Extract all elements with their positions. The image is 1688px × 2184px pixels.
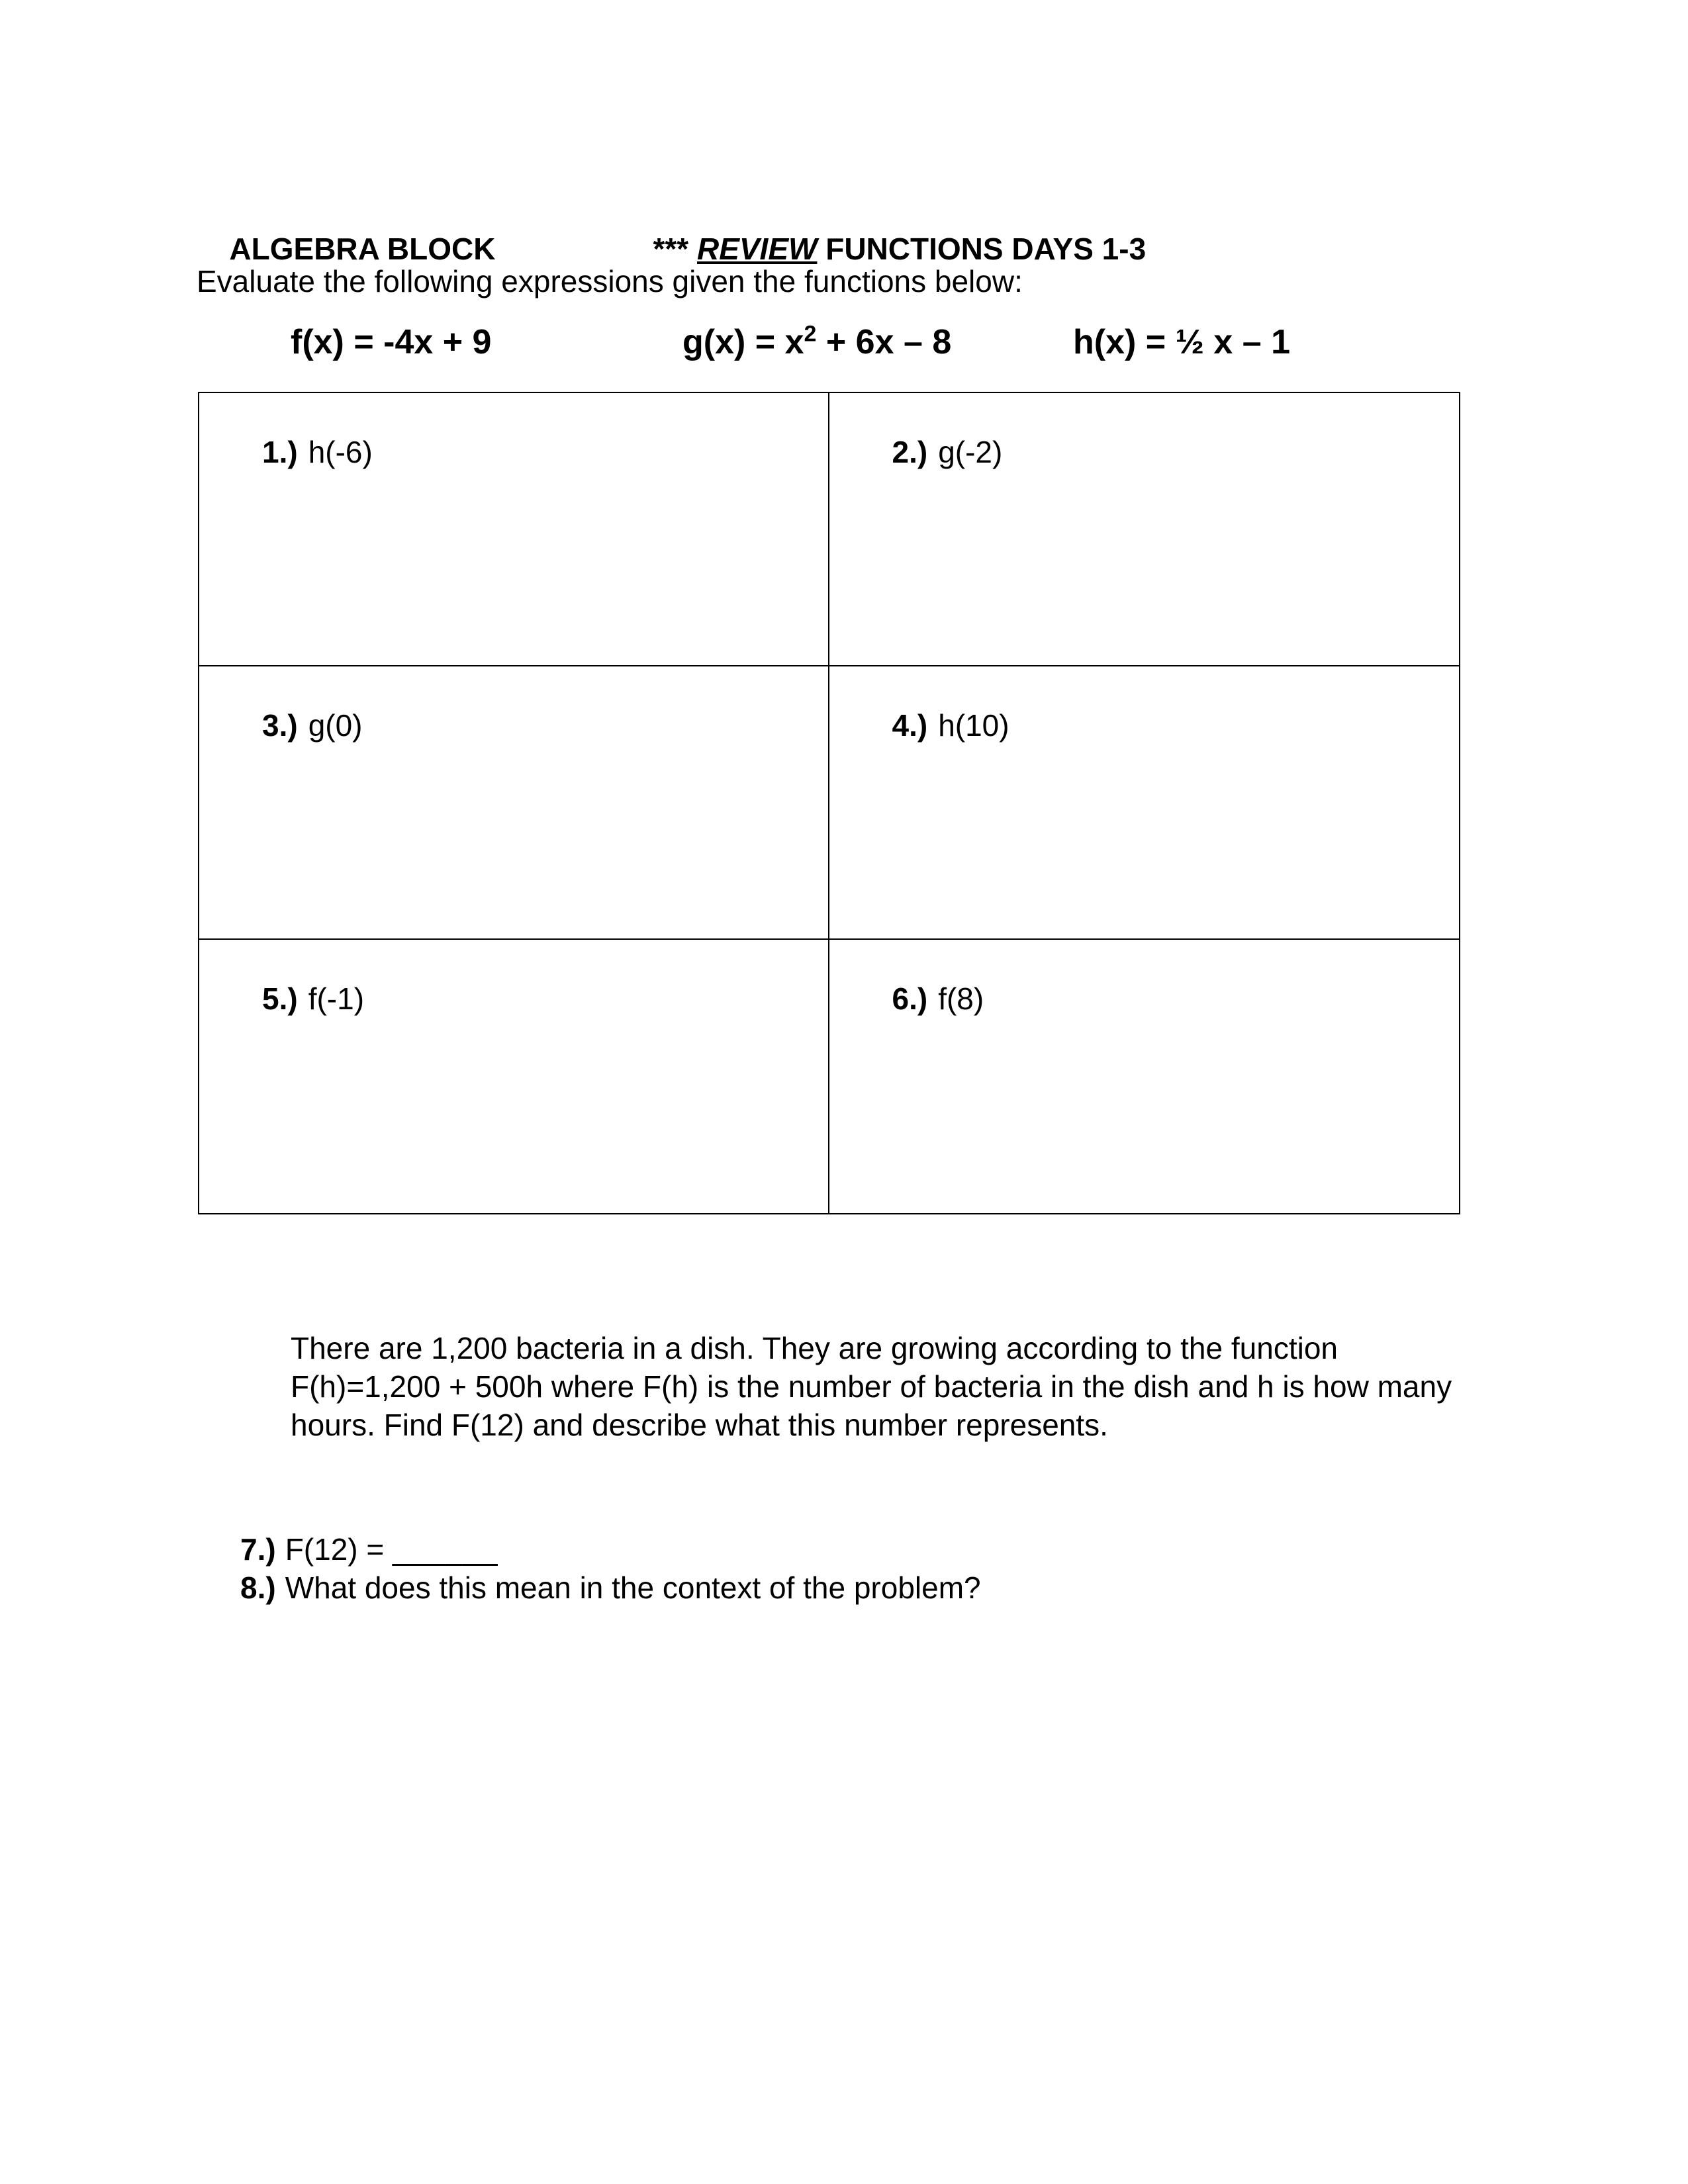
function-g-exponent: 2 xyxy=(804,321,817,347)
question-7-answer-blank: ______ xyxy=(393,1532,498,1567)
word-problem-paragraph xyxy=(291,1329,1456,1444)
problem-expression: f(8) xyxy=(938,981,984,1016)
word-problem-line-2: F(h)=1,200 + 500h where F(h) is the number of bacteria in the dish and h is how many xyxy=(291,1369,1452,1404)
problem-cell-2 xyxy=(829,393,1460,666)
problem-number: 5.) xyxy=(262,981,298,1016)
word-problem-line-3: hours. Find F(12) and describe what this number represents. xyxy=(291,1408,1108,1442)
problem-cell-5 xyxy=(199,940,829,1213)
function-h-definition: h(x) = ½ x – 1 xyxy=(1073,323,1291,361)
problem-number: 3.) xyxy=(262,708,298,743)
function-g-base: g(x) = x xyxy=(682,323,804,361)
problem-cell-6 xyxy=(829,940,1460,1213)
question-8-number: 8.) xyxy=(240,1570,276,1605)
function-g-tail: + 6x – 8 xyxy=(816,323,952,361)
problem-expression: f(-1) xyxy=(308,981,365,1016)
instructions-text: Evaluate the following expressions given the functions below: xyxy=(197,264,1023,298)
problem-cell-1 xyxy=(199,393,829,666)
problem-expression: h(10) xyxy=(938,708,1009,743)
word-problem-line-1: There are 1,200 bacteria in a dish. They are growing according to the function xyxy=(291,1331,1338,1365)
problem-number: 2.) xyxy=(892,435,928,469)
header-course-title: ALGEBRA BLOCK xyxy=(229,232,496,266)
problem-cell-4 xyxy=(829,666,1460,940)
problems-table xyxy=(198,392,1460,1214)
problem-expression: g(0) xyxy=(308,708,363,743)
header-stars: *** xyxy=(653,232,697,266)
problem-expression: g(-2) xyxy=(938,435,1003,469)
problem-expression: h(-6) xyxy=(308,435,373,469)
function-definitions-row xyxy=(0,322,1688,369)
problem-cell-3 xyxy=(199,666,829,940)
question-7-text: F(12) = xyxy=(285,1532,393,1567)
question-8-text: What does this mean in the context of the problem? xyxy=(285,1570,981,1605)
problem-number: 4.) xyxy=(892,708,928,743)
problem-number: 1.) xyxy=(262,435,298,469)
problem-number: 6.) xyxy=(892,981,928,1016)
header-review-word: REVIEW xyxy=(696,232,818,266)
header-title-rest: FUNCTIONS DAYS 1-3 xyxy=(817,232,1147,266)
function-g-definition xyxy=(682,322,951,362)
questions-block xyxy=(240,1530,981,1607)
question-7 xyxy=(240,1530,981,1569)
question-8 xyxy=(240,1569,981,1607)
question-7-number: 7.) xyxy=(240,1532,276,1567)
function-f-definition: f(x) = -4x + 9 xyxy=(291,323,492,361)
